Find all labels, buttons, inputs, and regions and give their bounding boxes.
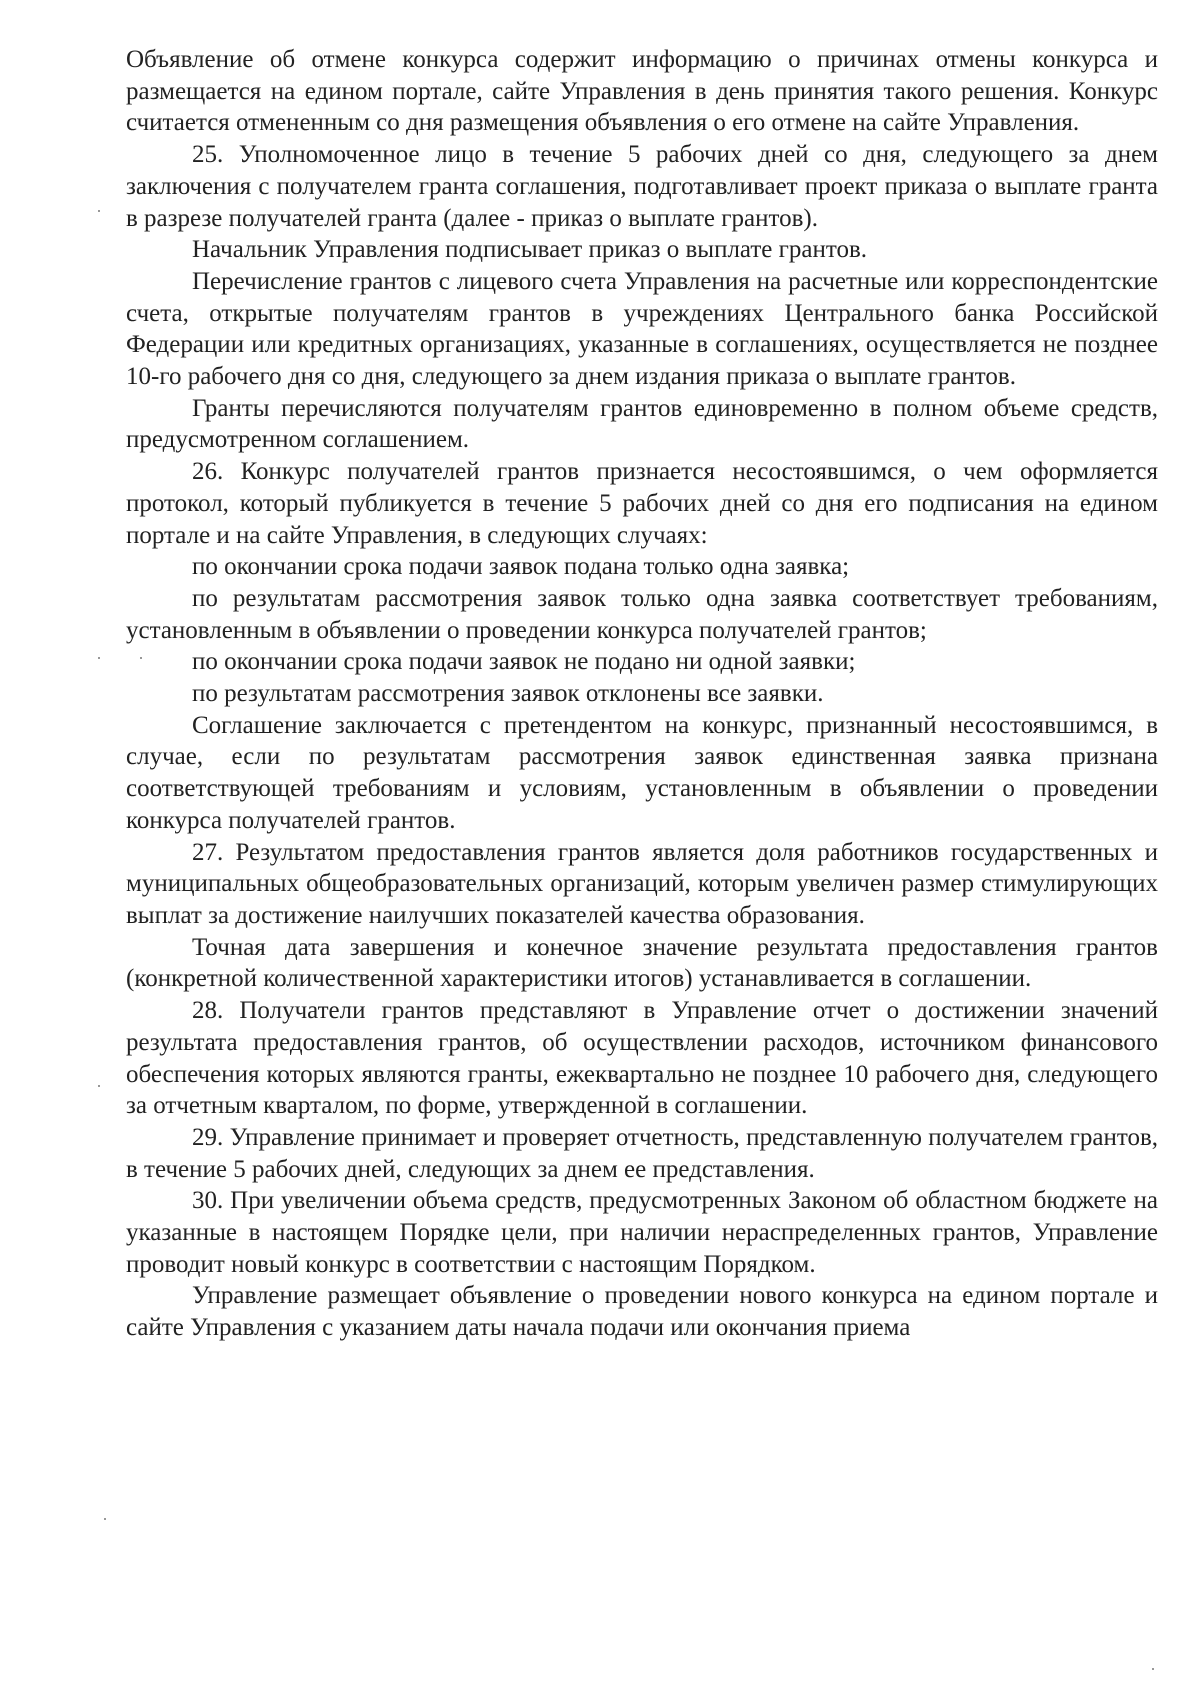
scan-speck — [104, 1518, 106, 1520]
scan-speck — [140, 657, 142, 659]
paragraph-new-contest-notice: Управление размещает объявление о проведении нового конкурса на едином портале и сайте Управления с указанием даты начала подачи или окончания приема — [126, 1282, 1158, 1342]
paragraph-case-all-rejected: по результатам рассмотрения заявок отклонены все заявки. — [192, 680, 824, 708]
paragraph-grant-transfer: Перечисление грантов с лицевого счета Управления на расчетные или корреспондентские счета, открытые получателям грантов в учреждениях Центрального банка Российской Федерации или кредитных организациях, указанные в соглашениях, осуществляется не позднее 10-го рабочего дня со дня, следующего за днем издания приказа о выплате грантов. — [126, 267, 1158, 391]
scan-speck — [1152, 1668, 1154, 1670]
paragraph-lump-sum-transfer: Гранты перечисляются получателям грантов единовременно в полном объеме средств, предусмотренном соглашением. — [126, 394, 1158, 454]
scan-speck — [98, 210, 100, 212]
paragraph-case-one-application: по окончании срока подачи заявок подана только одна заявка; — [192, 553, 850, 581]
paragraph-result-date: Точная дата завершения и конечное значение результата предоставления грантов (конкретной количественной характеристики итогов) устанавливается в соглашении. — [126, 933, 1158, 993]
paragraph-item-27: 27. Результатом предоставления грантов является доля работников государственных и муниципальных общеобразовательных организаций, которым увеличен размер стимулирующих выплат за достижение наилучших показателей качества образования. — [126, 838, 1158, 929]
paragraph-cancellation-notice: Объявление об отмене конкурса содержит информацию о причинах отмены конкурса и размещается на едином портале, сайте Управления в день принятия такого решения. Конкурс считается отмененным со дня размещения объявления о его отмене на сайте Управления. — [126, 46, 1158, 137]
paragraph-item-25: 25. Уполномоченное лицо в течение 5 рабочих дней со дня, следующего за днем заключения с получателем гранта соглашения, подготавливает проект приказа о выплате гранта в разрезе получателей гранта (далее - приказ о выплате грантов). — [126, 141, 1158, 232]
paragraph-item-26: 26. Конкурс получателей грантов признается несостоявшимся, о чем оформляется протокол, который публикуется в течение 5 рабочих дней со дня его подписания на едином портале и на сайте Управления, в следующих случаях: — [126, 458, 1158, 549]
paragraph-item-30: 30. При увеличении объема средств, предусмотренных Законом об областном бюджете на указанные в настоящем Порядке цели, при наличии нераспределенных грантов, Управление проводит новый конкурс в соответствии с настоящим Порядком. — [126, 1187, 1158, 1278]
paragraph-head-signs-order: Начальник Управления подписывает приказ о выплате грантов. — [192, 236, 868, 264]
paragraph-case-one-compliant: по результатам рассмотрения заявок только одна заявка соответствует требованиям, установленным в объявлении о проведении конкурса получателей грантов; — [126, 584, 1158, 644]
scan-speck — [98, 1085, 100, 1087]
paragraph-item-28: 28. Получатели грантов представляют в Управление отчет о достижении значений результата предоставления грантов, об осуществлении расходов, источником финансового обеспечения которых являются гранты, ежеквартально не позднее 10 рабочего дня, следующего за отчетным кварталом, по форме, утвержденной в соглашении. — [126, 997, 1158, 1120]
paragraph-case-no-applications: по окончании срока подачи заявок не подано ни одной заявки; — [192, 648, 856, 676]
document-body — [126, 44, 1158, 1344]
scan-speck — [98, 657, 100, 659]
paragraph-agreement-single-applicant: Соглашение заключается с претендентом на конкурс, признанный несостоявшимся, в случае, если по результатам рассмотрения заявок единственная заявка признана соответствующей требованиям и условиям, установленным в объявлении о проведении конкурса получателей грантов. — [126, 711, 1158, 834]
paragraph-item-29: 29. Управление принимает и проверяет отчетность, представленную получателем грантов, в течение 5 рабочих дней, следующих за днем ее представления. — [126, 1123, 1158, 1183]
